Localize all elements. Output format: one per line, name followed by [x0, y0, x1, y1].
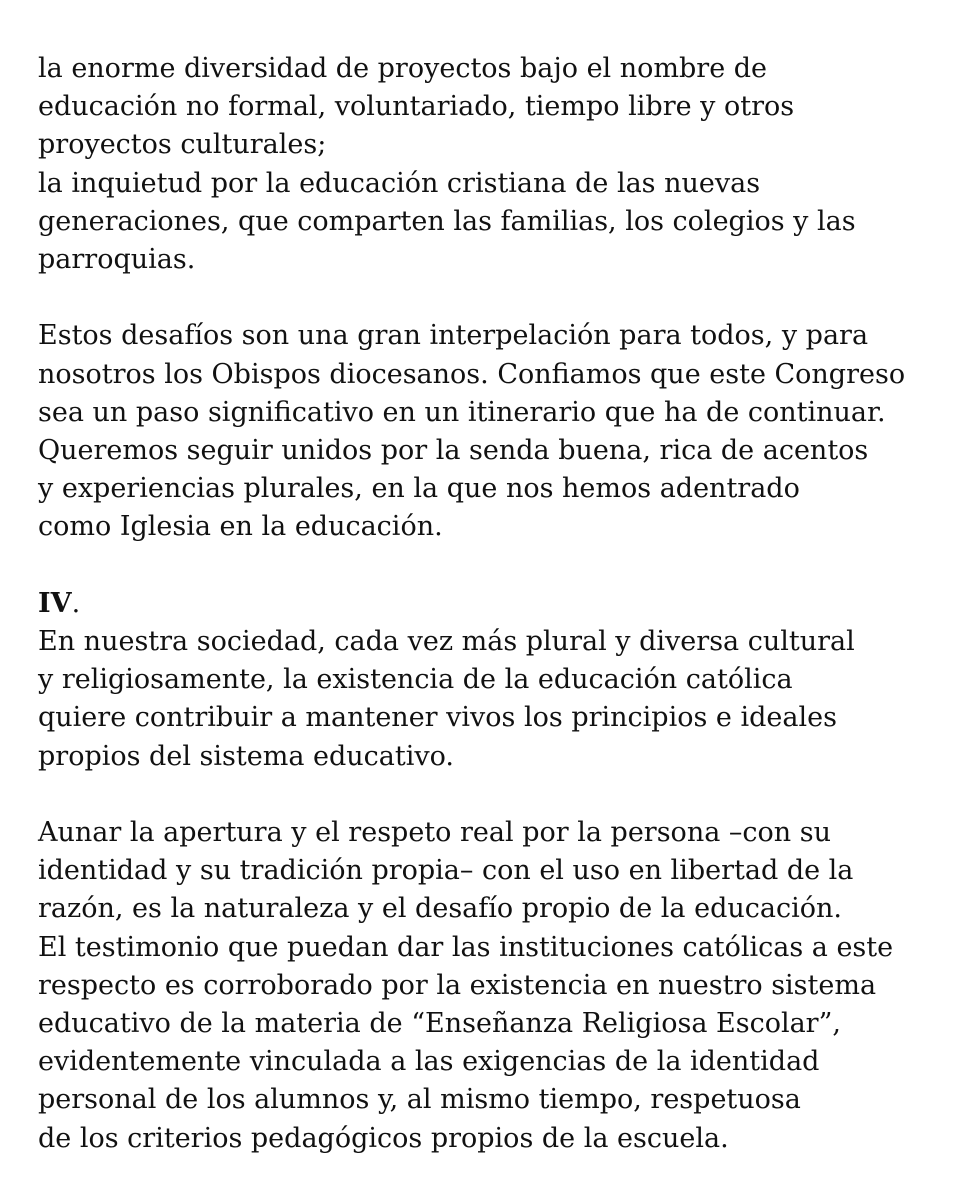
section-iv [38, 585, 943, 776]
paragraph-challenges-list [38, 50, 943, 279]
paragraph-openness-respect [38, 814, 943, 1158]
text-line: generaciones, que comparten las familias, los colegios y las [38, 205, 856, 237]
text-line: Estos desafíos son una gran interpelación para todos, y para [38, 320, 869, 352]
text-line: educativo de la materia de “Enseñanza Religiosa Escolar”, [38, 1008, 841, 1040]
text-line: identidad y su tradición propia– con el uso en libertad de la [38, 855, 854, 887]
paragraph-challenges-summary [38, 317, 943, 546]
text-line: respecto es corroborado por la existencia en nuestro sistema [38, 969, 877, 1001]
text-line: la enorme diversidad de proyectos bajo el nombre de [38, 53, 768, 84]
text-line: El testimonio que puedan dar las instituciones católicas a este [38, 931, 894, 963]
text-line: la inquietud por la educación cristiana de las nuevas [38, 167, 761, 199]
text-line: y experiencias plurales, en la que nos hemos adentrado [38, 473, 800, 505]
text-line: y religiosamente, la existencia de la educación católica [38, 664, 793, 696]
text-line: En nuestra sociedad, cada vez más plural y diversa cultural [38, 626, 855, 658]
text-line: sea un paso significativo en un itinerario que ha de continuar. [38, 396, 886, 428]
text-line: como Iglesia en la educación. [38, 511, 443, 543]
text-line: propios del sistema educativo. [38, 740, 454, 772]
text-line: razón, es la naturaleza y el desafío propio de la educación. [38, 893, 842, 925]
text-line: de los criterios pedagógicos propios de la escuela. [38, 1122, 729, 1154]
text-line: nosotros los Obispos diocesanos. Confiamos que este Congreso [38, 358, 906, 390]
text-line: parroquias. [38, 244, 196, 276]
document-page [38, 50, 943, 1196]
text-line: proyectos culturales; [38, 129, 327, 161]
text-line: Aunar la apertura y el respeto real por la persona –con su [38, 817, 831, 849]
text-line: quiere contribuir a mantener vivos los principios e ideales [38, 702, 837, 734]
section-number-dot: . [71, 587, 81, 619]
text-line: Queremos seguir unidos por la senda buena, rica de acentos [38, 435, 869, 467]
section-heading [38, 585, 943, 623]
text-line: educación no formal, voluntariado, tiempo libre y otros [38, 91, 795, 123]
text-line: personal de los alumnos y, al mismo tiempo, respetuosa [38, 1084, 801, 1116]
section-number: IV [38, 587, 72, 619]
text-line: evidentemente vinculada a las exigencias de la identidad [38, 1046, 820, 1078]
